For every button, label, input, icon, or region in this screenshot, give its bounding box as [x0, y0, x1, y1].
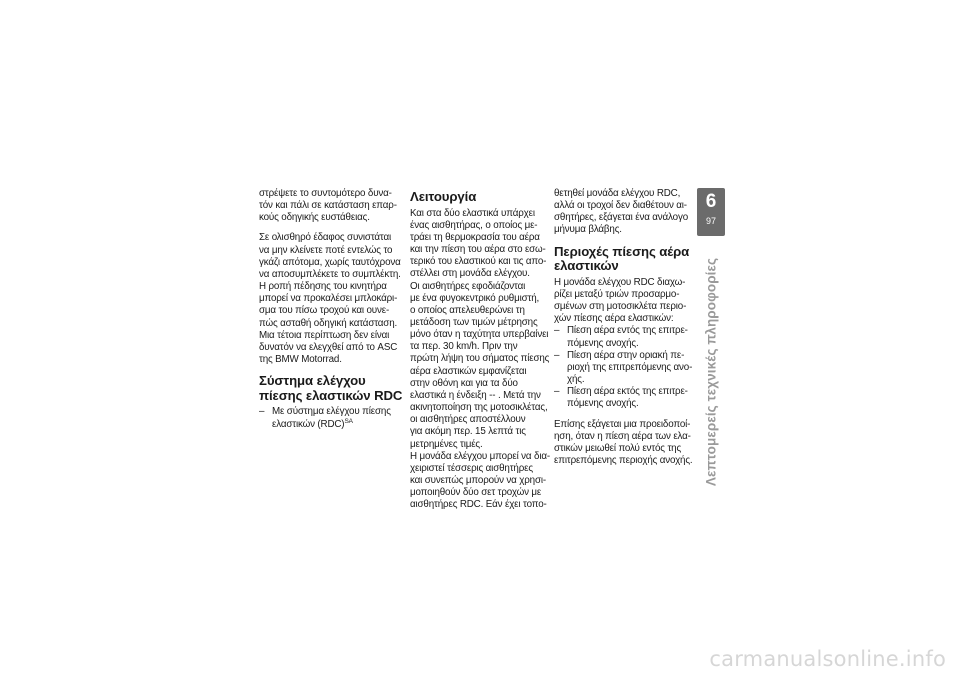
- page-number: 97: [705, 216, 716, 226]
- paragraph: στρέψετε το συντομότερο δυνα- τόν και πάλι σε κατάσταση επαρ- κούς οδηγικής ευστάθειας.: [259, 188, 397, 224]
- section-heading-function: Λειτουργία: [410, 189, 477, 204]
- list-item: – Πίεση αέρα εκτός της επιτρε- πόμενης ανοχής.: [554, 386, 692, 410]
- pressure-range-list: [554, 325, 692, 410]
- section-heading-rdc: Σύστημα ελέγχου πίεσης ελαστικών RDC: [259, 373, 403, 403]
- paragraph: θετηθεί μονάδα ελέγχου RDC, αλλά οι τροχοί δεν διαθέτουν αι- σθητήρες, εξάγεται ένα ανάλογο μήνυμα βλάβης.: [554, 188, 689, 236]
- paragraph: Σε ολισθηρό έδαφος συνιστάται να μην κλείνετε ποτέ εντελώς το γκάζι απότομα, χωρίς ταυτόχρονα να αποσυμπλέκετε το συμπλέκτη. Η ροπή πέδησης του κινητήρα μπορεί να προκαλέσει μπλοκάρι- σμα του πίσω τροχού και ουνε- πώς ασταθή οδηγική κατάσταση. Μια τέτοια περίπτωση δεν είναι δυνατόν να ελεγχθεί από το ASC της BMW Motorrad.: [259, 232, 401, 366]
- text-column-2: [410, 188, 548, 520]
- text-column-3: [554, 188, 692, 475]
- watermark: carmanualsonline.info: [709, 647, 946, 671]
- section-heading-pressure-ranges: Περιοχές πίεσης αέρα ελαστικών: [554, 243, 690, 274]
- text-column-1: [259, 188, 403, 431]
- chapter-number: 6: [705, 191, 717, 212]
- chapter-side-title: Λεπτομερείς τεχνικές πληροφορίες: [703, 257, 719, 487]
- paragraph: Και στα δύο ελαστικά υπάρχει ένας αισθητήρας, ο οποίος με- τράει τη θερμοκρασία του αέρα και την πίεση του αέρα στο εσω- τερικό του ελαστικού και τις απο- στέλλει στη μονάδα ελέγχου. Οι αισθητήρες εφοδιάζονται με ένα φυγοκεντρικό ρυθμιστή, ο οποίος απελευθερώνει τη μετάδοση των τιμών μέτρησης μόνο όταν η ταχύτητα υπερβαίνει τα περ. 30 km/h. Πριν την πρώτη λήψη του σήματος πίεσης αέρα ελαστικών εμφανίζεται στην οθόνη και για τα δύο ελαστικά η ένδειξη -- . Μετά την ακινητοποίηση της μοτοσικλέτας, οι αισθητήρες αποστέλλουν για ακόμη περ. 15 λεπτά τις μετρημένες τιμές. Η μονάδα ελέγχου μπορεί να δια- χειριστεί τέσσερις αισθητήρες και συνεπώς μπορούν να χρησι- μοποιηθούν δύο σετ τροχών με αισθητήρες RDC. Εάν έχει τοπο-: [410, 207, 550, 511]
- list-item: – Πίεση αέρα εντός της επιτρε- πόμενης ανοχής.: [554, 325, 692, 349]
- list-item: – Πίεση αέρα στην οριακή πε- ριοχή της επιτρεπόμενης ανο- χής.: [554, 350, 692, 386]
- paragraph: Η μονάδα ελέγχου RDC διαχω- ρίζει μεταξύ τριών προσαρμο- σμένων στη μοτοσικλέτα περιο- χών πίεσης αέρα ελαστικών:: [554, 276, 687, 325]
- sa-superscript: SA: [344, 417, 353, 425]
- list-item: – Με σύστημα ελέγχου πίεσης ελαστικών (RDC)$^{SA}$: [259, 406, 397, 430]
- chapter-tab: [697, 188, 725, 236]
- paragraph: Επίσης εξάγεται μια προειδοποί- ηση, όταν η πίεση αέρα των ελα- στικών μειωθεί πολύ εντός της επιτρεπόμενης περιοχής ανοχής.: [554, 418, 693, 466]
- equipment-list: [259, 406, 397, 430]
